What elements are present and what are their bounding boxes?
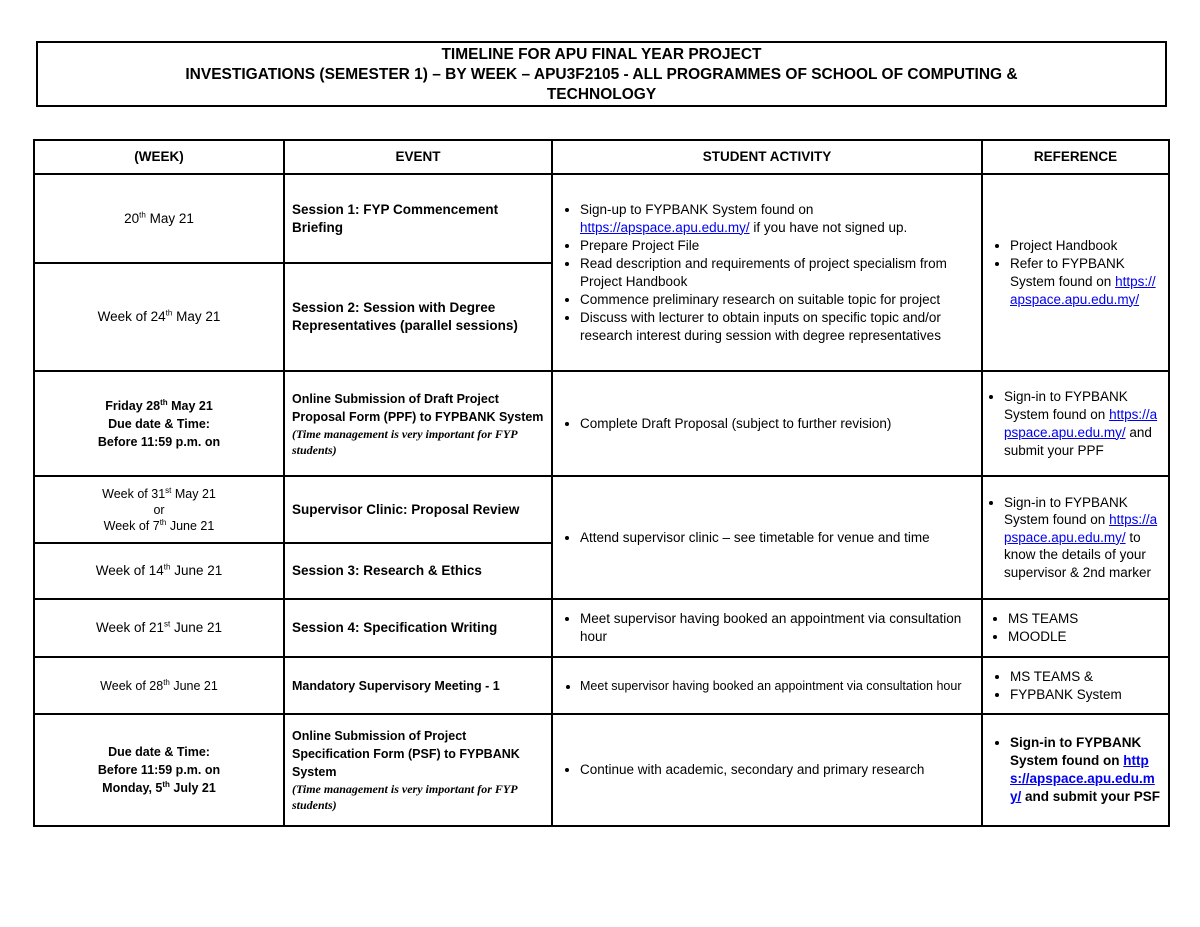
reference-cell xyxy=(982,657,1169,714)
header-row xyxy=(34,140,1169,174)
list-item: • Prepare Project File xyxy=(580,237,974,255)
title-line-1: TIMELINE FOR APU FINAL YEAR PROJECT xyxy=(441,46,762,63)
event-cell: Session 4: Specification Writing xyxy=(284,599,552,657)
list-item: • FYPBANK System xyxy=(1010,686,1161,704)
apspace-link[interactable]: https://apspace.apu.edu.my/ xyxy=(1010,273,1156,307)
title-line-2: INVESTIGATIONS (SEMESTER 1) – BY WEEK – APU3F2105 - ALL PROGRAMMES OF SCHOOL OF COMPUTING & xyxy=(185,66,1018,83)
event-cell: Session 2: Session with Degree Representatives (parallel sessions) xyxy=(284,263,552,371)
apspace-link[interactable]: https://apspace.apu.edu.my/ xyxy=(1010,753,1155,804)
table-row xyxy=(34,714,1169,826)
reference-cell xyxy=(982,371,1169,476)
header-reference: REFERENCE xyxy=(982,140,1169,174)
list-item: • Refer to FYPBANK System found on https://apspace.apu.edu.my/ xyxy=(1010,255,1161,309)
apspace-link[interactable]: https://apspace.apu.edu.my/ xyxy=(1004,512,1158,545)
week-cell: 20th May 21 xyxy=(34,174,284,263)
apspace-link[interactable]: https://apspace.apu.edu.my/ xyxy=(580,219,750,235)
list-item: • Commence preliminary research on suitable topic for project xyxy=(580,291,974,309)
table-row xyxy=(34,371,1169,476)
list-item: • Sign-up to FYPBANK System found on https://apspace.apu.edu.my/ if you have not signed up. xyxy=(580,201,974,237)
list-item: • Attend supervisor clinic – see timetable for venue and time xyxy=(580,529,974,547)
list-item: • Read description and requirements of project specialism from Project Handbook xyxy=(580,255,974,291)
week-cell: Week of 24th May 21 xyxy=(34,263,284,371)
apspace-link[interactable]: https://apspace.apu.edu.my/ xyxy=(1004,406,1158,440)
week-cell: Due date & Time: Before 11:59 p.m. on Monday, 5th July 21 xyxy=(34,714,284,826)
list-item: • Meet supervisor having booked an appointment via consultation hour xyxy=(580,610,974,646)
reference-cell xyxy=(982,599,1169,657)
table-row xyxy=(34,476,1169,543)
event-cell: Session 1: FYP Commencement Briefing xyxy=(284,174,552,263)
event-cell: Online Submission of Draft Project Proposal Form (PPF) to FYPBANK System (Time management is very important for FYP students) xyxy=(284,371,552,476)
title-line-3: TECHNOLOGY xyxy=(546,86,657,103)
list-item: • Meet supervisor having booked an appointment via consultation hour xyxy=(580,677,974,695)
list-item: • MS TEAMS xyxy=(1008,610,1161,628)
week-cell: Week of 21st June 21 xyxy=(34,599,284,657)
week-cell: Friday 28th May 21 Due date & Time: Before 11:59 p.m. on xyxy=(34,371,284,476)
list-item: • Sign-in to FYPBANK System found on https://apspace.apu.edu.my/ to know the details of your supervisor & 2nd marker xyxy=(1004,494,1161,582)
header-week: (WEEK) xyxy=(34,140,284,174)
week-cell: Week of 28th June 21 xyxy=(34,657,284,714)
activity-cell xyxy=(552,657,982,714)
event-cell: Online Submission of Project Specification Form (PSF) to FYPBANK System (Time management is very important for FYP students) xyxy=(284,714,552,826)
list-item: • Project Handbook xyxy=(1010,237,1161,255)
activity-cell xyxy=(552,174,982,371)
table-row xyxy=(34,657,1169,714)
event-cell: Session 3: Research & Ethics xyxy=(284,543,552,599)
activity-cell xyxy=(552,714,982,826)
list-item: • Discuss with lecturer to obtain inputs on specific topic and/or research interest during session with degree representatives xyxy=(580,309,974,345)
list-item: • Sign-in to FYPBANK System found on https://apspace.apu.edu.my/ and submit your PSF xyxy=(1010,734,1161,806)
list-item: • MOODLE xyxy=(1008,628,1161,646)
timeline-table xyxy=(33,139,1170,827)
activity-cell xyxy=(552,371,982,476)
list-item: • Continue with academic, secondary and primary research xyxy=(580,761,974,779)
event-cell: Mandatory Supervisory Meeting - 1 xyxy=(284,657,552,714)
activity-cell xyxy=(552,476,982,599)
table-row xyxy=(34,174,1169,263)
table-row xyxy=(34,599,1169,657)
reference-cell xyxy=(982,174,1169,371)
week-cell: Week of 14th June 21 xyxy=(34,543,284,599)
reference-cell xyxy=(982,476,1169,599)
activity-cell xyxy=(552,599,982,657)
header-event: EVENT xyxy=(284,140,552,174)
list-item: • MS TEAMS & xyxy=(1010,668,1161,686)
list-item: • Sign-in to FYPBANK System found on https://apspace.apu.edu.my/ and submit your PPF xyxy=(1004,388,1161,460)
reference-cell xyxy=(982,714,1169,826)
document-title xyxy=(36,41,1167,107)
event-cell: Supervisor Clinic: Proposal Review xyxy=(284,476,552,543)
header-activity: STUDENT ACTIVITY xyxy=(552,140,982,174)
list-item: • Complete Draft Proposal (subject to further revision) xyxy=(580,415,974,433)
week-cell: Week of 31st May 21 or Week of 7th June 21 xyxy=(34,476,284,543)
